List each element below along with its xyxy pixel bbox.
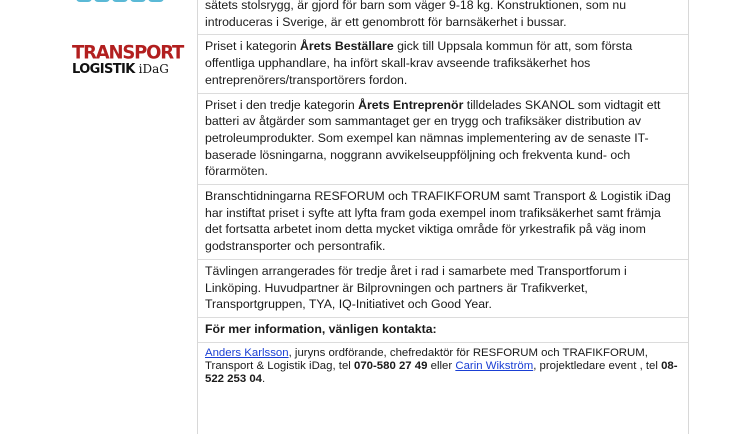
phone-number: 08-522 253 04 [205, 359, 678, 385]
logo-shape [148, 0, 164, 2]
logo-line-1: TRANSPORT [72, 41, 184, 64]
phone-number: 070-580 27 49 [354, 359, 428, 372]
paragraph-line: sätets stolsrygg, är gjord för barn som väger 9-18 kg. Konstruktionen, som nu [205, 0, 627, 12]
paragraph-branschtidningarna [198, 185, 688, 260]
logo-idag: iDaG [138, 62, 169, 76]
paragraph-arets-bestallare [198, 35, 688, 93]
category-name: Årets Entreprenör [358, 97, 464, 112]
paragraph-line: introduceras i Sverige, är ett genombrott för barnsäkerhet i bussar. [205, 14, 567, 29]
text: , projektledare event , tel [533, 359, 662, 372]
logo-line-2 [72, 63, 184, 76]
text: Branschtidningarna RESFORUM och TRAFIKFORUM samt Transport & Logistik iDag har instiftat priset i syfte att lyfta fram goda exempel inom trafiksäkerhet samt främja det fortsatta arbetet inom detta mycket viktiga område för yrkestrafik på väg inom godstransporter och persontrafik. [205, 189, 671, 254]
heading: För mer information, vänligen kontakta: [205, 321, 437, 336]
top-logo [76, 0, 184, 4]
contact-link-carin-wikstrom[interactable]: Carin Wikström [455, 359, 534, 372]
text: Priset i den tredje kategorin [205, 97, 359, 112]
logo-shape [112, 0, 128, 2]
contact-heading [198, 318, 688, 343]
transport-logistik-logo [72, 41, 184, 77]
content-column [197, 0, 689, 434]
text: . [262, 372, 266, 385]
paragraph-barnsakerhet [198, 0, 688, 35]
category-name: Årets Beställare [300, 39, 394, 54]
text: Tävlingen arrangerades för tredje året i rad i samarbete med Transportforum i Linköping. Huvudpartner är Bilprovningen och partners är Trafikverket, Transportgruppen, TYA, IQ-Initiativet och Good Year. [205, 263, 627, 312]
logo-line-2-text: LOGISTIK [72, 62, 135, 77]
paragraph-arets-entreprenor [198, 94, 688, 186]
logo-shape [130, 0, 146, 2]
contact-info [198, 343, 688, 390]
paragraph-tavlingen [198, 260, 688, 318]
text: Priset i kategorin [205, 39, 301, 54]
text: eller [427, 359, 456, 372]
text: , juryns ordförande, chefredaktör för RESFORUM och TRAFIKFORUM, Transport & Logistik iDag, tel [205, 346, 648, 372]
text: tilldelades SKANOL som vidtagit ett batteri av åtgärder som sammantaget ger en trygg och trafiksäker distribution av petroleumprodukter. Som exempel kan nämnas implementering av de senaste IT-baserade lösningarna, noggrann avvikelseuppföljning och frekventa kund- och förarmöten. [205, 97, 661, 179]
logo-shape [94, 0, 110, 2]
logo-shape [76, 0, 92, 2]
contact-link-anders-karlsson[interactable]: Anders Karlsson [205, 346, 289, 359]
text: gick till Uppsala kommun för att, som första offentliga upphandlare, ha infört skall-krav avseende trafiksäkerhet hos entreprenörers/transportörers fordon. [205, 39, 633, 87]
